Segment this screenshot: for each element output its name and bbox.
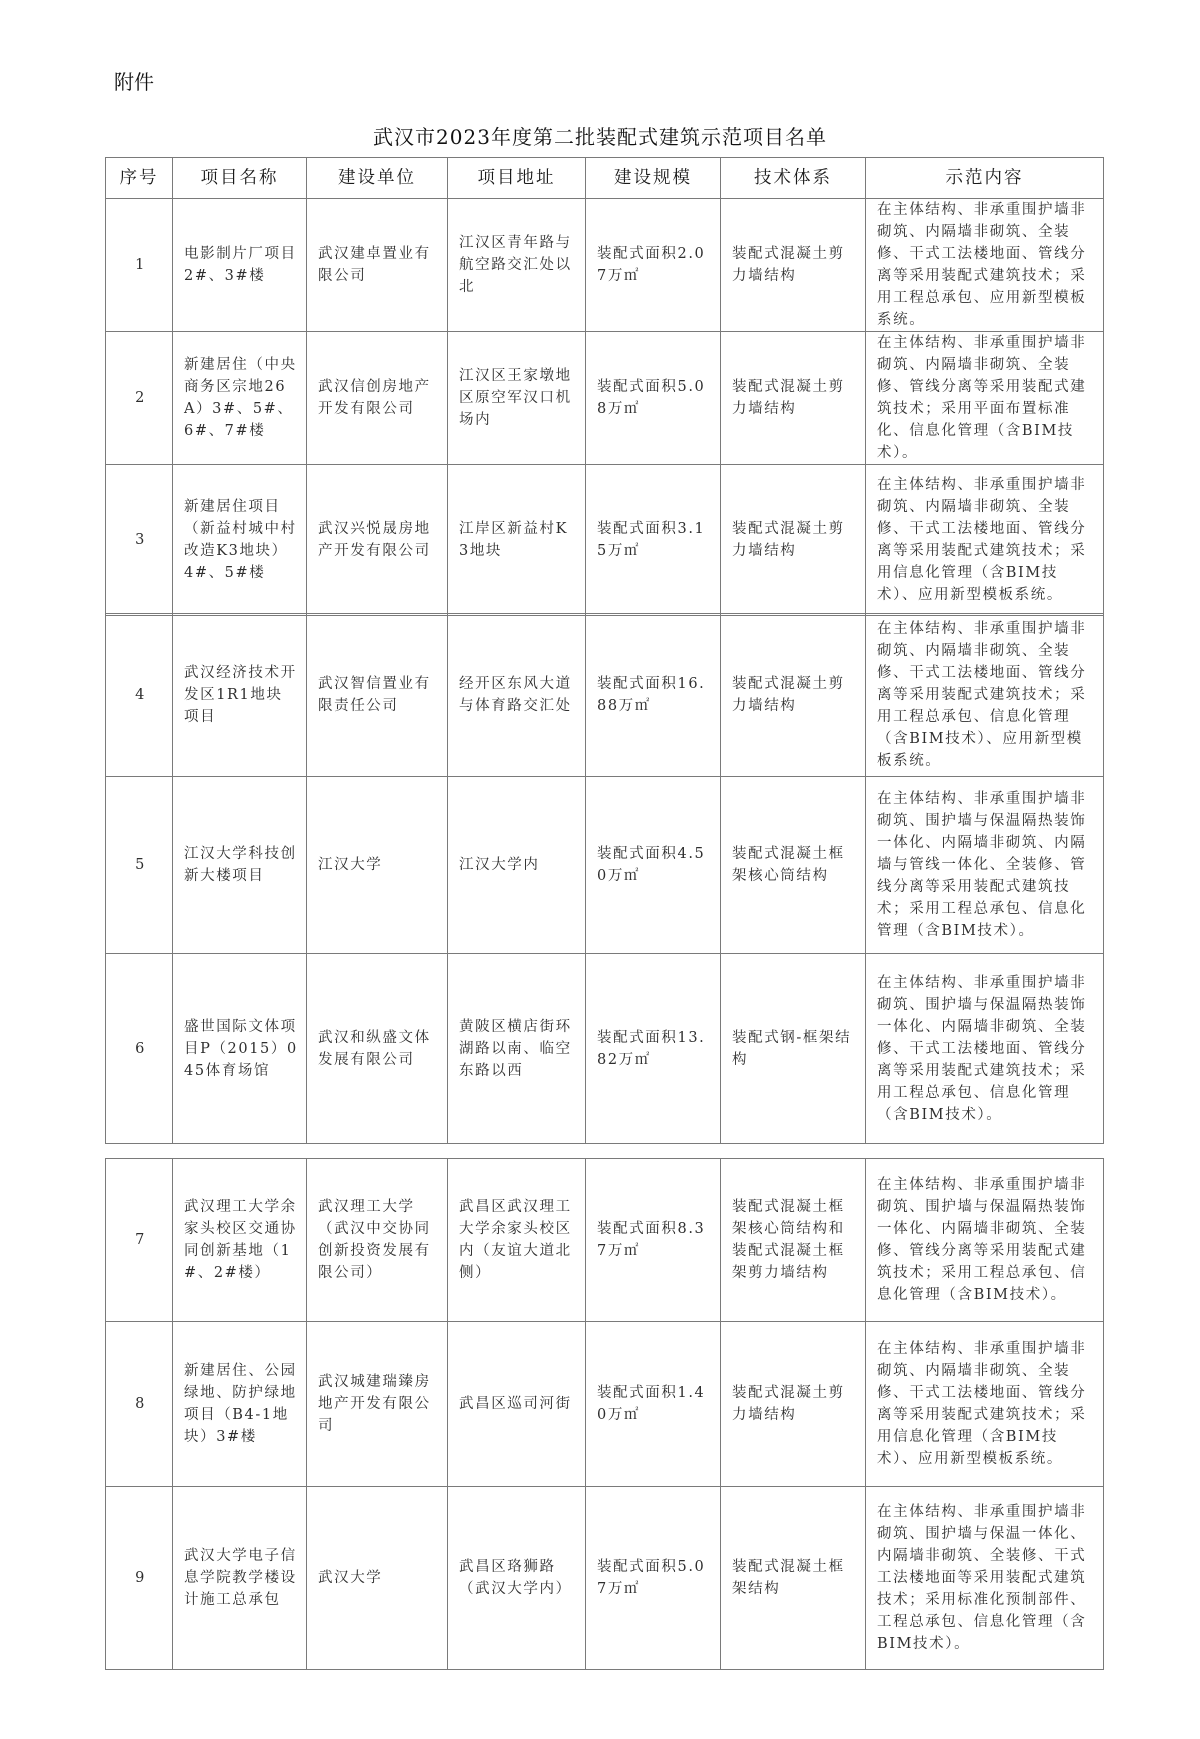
table-row	[106, 1322, 1104, 1487]
builder: 武汉信创房地产开发有限公司	[307, 332, 448, 465]
project-table-section-1	[105, 157, 1104, 616]
builder: 武汉城建瑞臻房地产开发有限公司	[307, 1322, 448, 1487]
row-number: 2	[106, 332, 173, 465]
row-number: 4	[106, 614, 173, 777]
row-number: 5	[106, 777, 173, 954]
column-header-system: 技术体系	[721, 158, 866, 199]
address: 江汉区王家墩地区原空军汉口机场内	[448, 332, 586, 465]
scale: 装配式面积13.82万㎡	[586, 954, 721, 1144]
tech-system: 装配式钢-框架结构	[721, 954, 866, 1144]
project-table-section-2	[105, 613, 1104, 1144]
table-row	[106, 614, 1104, 777]
project-name: 新建居住、公园绿地、防护绿地项目（B4-1地块）3#楼	[173, 1322, 307, 1487]
scale: 装配式面积3.15万㎡	[586, 465, 721, 616]
project-table-section-3	[105, 1158, 1104, 1670]
demo-content: 在主体结构、非承重围护墙非砌筑、围护墙与保温隔热装饰一体化、内隔墙非砌筑、内隔墙与管线一体化、全装修、管线分离等采用装配式建筑技术；采用工程总承包、信息化管理（含BIM技术）。	[866, 777, 1104, 954]
builder: 武汉和纵盛文体发展有限公司	[307, 954, 448, 1144]
demo-content: 在主体结构、非承重围护墙非砌筑、内隔墙非砌筑、全装修、干式工法楼地面、管线分离等采用装配式建筑技术；采用信息化管理（含BIM技术）、应用新型模板系统。	[866, 465, 1104, 616]
builder: 武汉建卓置业有限公司	[307, 199, 448, 332]
demo-content: 在主体结构、非承重围护墙非砌筑、围护墙与保温一体化、内隔墙非砌筑、全装修、干式工法楼地面等采用装配式建筑技术；采用标准化预制部件、工程总承包、信息化管理（含BIM技术）。	[866, 1487, 1104, 1670]
address: 江岸区新益村K3地块	[448, 465, 586, 616]
column-header-builder: 建设单位	[307, 158, 448, 199]
tech-system: 装配式混凝土剪力墙结构	[721, 199, 866, 332]
table-row	[106, 954, 1104, 1144]
address: 武昌区巡司河街	[448, 1322, 586, 1487]
tech-system: 装配式混凝土框架结构	[721, 1487, 866, 1670]
demo-content: 在主体结构、非承重围护墙非砌筑、围护墙与保温隔热装饰一体化、内隔墙非砌筑、全装修、管线分离等采用装配式建筑技术；采用工程总承包、信息化管理（含BIM技术）。	[866, 1159, 1104, 1322]
project-name: 武汉理工大学余家头校区交通协同创新基地（1#、2#楼）	[173, 1159, 307, 1322]
demo-content: 在主体结构、非承重围护墙非砌筑、内隔墙非砌筑、全装修、干式工法楼地面、管线分离等采用装配式建筑技术；采用工程总承包、应用新型模板系统。	[866, 199, 1104, 332]
scale: 装配式面积2.07万㎡	[586, 199, 721, 332]
scale: 装配式面积4.50万㎡	[586, 777, 721, 954]
address: 江汉大学内	[448, 777, 586, 954]
builder: 武汉理工大学（武汉中交协同创新投资发展有限公司）	[307, 1159, 448, 1322]
project-name: 武汉大学电子信息学院教学楼设计施工总承包	[173, 1487, 307, 1670]
demo-content: 在主体结构、非承重围护墙非砌筑、内隔墙非砌筑、全装修、干式工法楼地面、管线分离等采用装配式建筑技术；采用信息化管理（含BIM技术）、应用新型模板系统。	[866, 1322, 1104, 1487]
column-header-scale: 建设规模	[586, 158, 721, 199]
row-number: 7	[106, 1159, 173, 1322]
tech-system: 装配式混凝土剪力墙结构	[721, 465, 866, 616]
scale: 装配式面积5.08万㎡	[586, 332, 721, 465]
scale: 装配式面积16.88万㎡	[586, 614, 721, 777]
project-name: 江汉大学科技创新大楼项目	[173, 777, 307, 954]
project-name: 武汉经济技术开发区1R1地块项目	[173, 614, 307, 777]
tech-system: 装配式混凝土剪力墙结构	[721, 614, 866, 777]
column-header-no: 序号	[106, 158, 173, 199]
address: 经开区东风大道与体育路交汇处	[448, 614, 586, 777]
table-row	[106, 465, 1104, 616]
demo-content: 在主体结构、非承重围护墙非砌筑、内隔墙非砌筑、全装修、管线分离等采用装配式建筑技术；采用平面布置标准化、信息化管理（含BIM技术）。	[866, 332, 1104, 465]
tech-system: 装配式混凝土框架核心筒结构和装配式混凝土框架剪力墙结构	[721, 1159, 866, 1322]
attachment-label: 附件	[114, 70, 154, 94]
table-row	[106, 332, 1104, 465]
builder: 武汉智信置业有限责任公司	[307, 614, 448, 777]
column-header-content: 示范内容	[866, 158, 1104, 199]
project-name: 电影制片厂项目2#、3#楼	[173, 199, 307, 332]
column-header-address: 项目地址	[448, 158, 586, 199]
scale: 装配式面积8.37万㎡	[586, 1159, 721, 1322]
builder: 武汉兴悦晟房地产开发有限公司	[307, 465, 448, 616]
scale: 装配式面积1.40万㎡	[586, 1322, 721, 1487]
address: 武昌区珞狮路（武汉大学内）	[448, 1487, 586, 1670]
row-number: 8	[106, 1322, 173, 1487]
address: 江汉区青年路与航空路交汇处以北	[448, 199, 586, 332]
column-header-name: 项目名称	[173, 158, 307, 199]
demo-content: 在主体结构、非承重围护墙非砌筑、内隔墙非砌筑、全装修、干式工法楼地面、管线分离等采用装配式建筑技术；采用工程总承包、信息化管理（含BIM技术）、应用新型模板系统。	[866, 614, 1104, 777]
table-header-row	[106, 158, 1104, 199]
tech-system: 装配式混凝土剪力墙结构	[721, 1322, 866, 1487]
scale: 装配式面积5.07万㎡	[586, 1487, 721, 1670]
builder: 武汉大学	[307, 1487, 448, 1670]
address: 武昌区武汉理工大学余家头校区内（友谊大道北侧）	[448, 1159, 586, 1322]
table-row	[106, 777, 1104, 954]
table-row	[106, 1487, 1104, 1670]
address: 黄陂区横店街环湖路以南、临空东路以西	[448, 954, 586, 1144]
tech-system: 装配式混凝土剪力墙结构	[721, 332, 866, 465]
builder: 江汉大学	[307, 777, 448, 954]
row-number: 6	[106, 954, 173, 1144]
tech-system: 装配式混凝土框架核心筒结构	[721, 777, 866, 954]
document-title: 武汉市2023年度第二批装配式建筑示范项目名单	[373, 125, 827, 149]
demo-content: 在主体结构、非承重围护墙非砌筑、围护墙与保温隔热装饰一体化、内隔墙非砌筑、全装修、干式工法楼地面、管线分离等采用装配式建筑技术；采用工程总承包、信息化管理（含BIM技术）。	[866, 954, 1104, 1144]
row-number: 3	[106, 465, 173, 616]
project-name: 新建居住项目（新益村城中村改造K3地块）4#、5#楼	[173, 465, 307, 616]
row-number: 1	[106, 199, 173, 332]
project-name: 盛世国际文体项目P（2015）045体育场馆	[173, 954, 307, 1144]
project-name: 新建居住（中央商务区宗地26A）3#、5#、6#、7#楼	[173, 332, 307, 465]
table-row	[106, 199, 1104, 332]
table-row	[106, 1159, 1104, 1322]
row-number: 9	[106, 1487, 173, 1670]
